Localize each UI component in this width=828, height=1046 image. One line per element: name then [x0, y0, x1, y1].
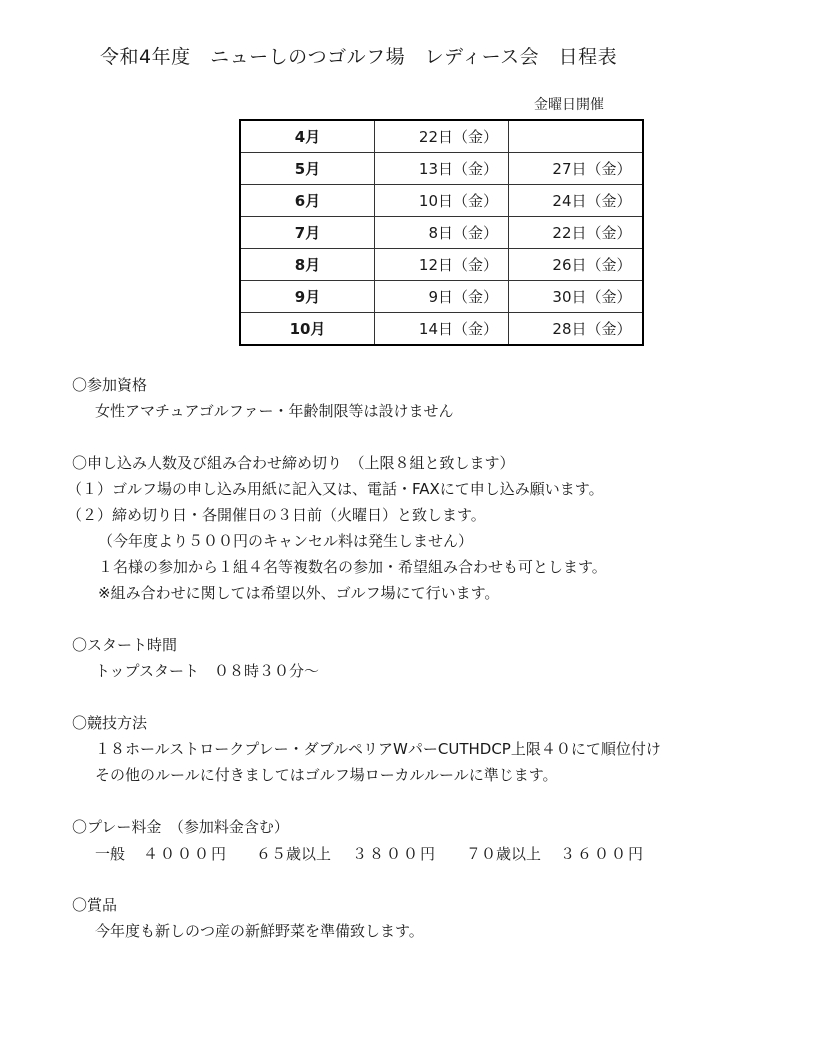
prizes-text: 今年度も新しのつ産の新鮮野菜を準備致します。: [95, 922, 424, 940]
prizes-heading: 〇賞品: [72, 896, 118, 914]
schedule-table: [239, 119, 644, 346]
fee-general-price: ４０００円: [143, 845, 229, 863]
fee-70-price: ３６００円: [560, 845, 646, 863]
date-cell: 14日（金）: [375, 313, 509, 346]
date-cell: 12日（金）: [375, 249, 509, 281]
date-cell: 13日（金）: [375, 153, 509, 185]
fees-heading: 〇プレー料金 （参加料金含む）: [72, 818, 289, 836]
schedule-caption: 金曜日開催: [534, 97, 604, 113]
competition-rules: その他のルールに付きましてはゴルフ場ローカルルールに準じます。: [95, 766, 558, 784]
table-row: [240, 120, 643, 153]
table-row: [240, 281, 643, 313]
month-cell: 7月: [240, 217, 375, 249]
date-cell: [509, 120, 643, 153]
table-row: [240, 249, 643, 281]
table-row: [240, 217, 643, 249]
date-cell: 30日（金）: [509, 281, 643, 313]
group-note: １名様の参加から１組４名等複数名の参加・希望組み合わせも可とします。: [98, 558, 607, 576]
month-cell: 8月: [240, 249, 375, 281]
date-cell: 28日（金）: [509, 313, 643, 346]
fee-65-price: ３８００円: [352, 845, 438, 863]
application-item-2: （２）締め切り日・各開催日の３日前（火曜日）と致します。: [67, 506, 486, 524]
table-row: [240, 185, 643, 217]
cancel-fee-note: （今年度より５００円のキャンセル料は発生しません）: [98, 532, 474, 550]
month-cell: 9月: [240, 281, 375, 313]
eligibility-text: 女性アマチュアゴルファー・年齢制限等は設けません: [95, 402, 454, 420]
application-heading: 〇申し込み人数及び組み合わせ締め切り （上限８組と致します）: [72, 454, 515, 472]
table-row: [240, 153, 643, 185]
application-item-1: （１）ゴルフ場の申し込み用紙に記入又は、電話・FAXにて申し込み願います。: [67, 480, 604, 498]
fee-general-label: 一般: [95, 845, 126, 863]
month-cell: 5月: [240, 153, 375, 185]
eligibility-heading: 〇参加資格: [72, 376, 148, 394]
date-cell: 10日（金）: [375, 185, 509, 217]
fee-70-label: ７０歳以上: [466, 845, 542, 863]
fee-65-label: ６５歳以上: [256, 845, 332, 863]
start-time-text: トップスタート ０８時３０分～: [95, 662, 319, 680]
date-cell: 22日（金）: [509, 217, 643, 249]
month-cell: 4月: [240, 120, 375, 153]
pairing-note: ※組み合わせに関しては希望以外、ゴルフ場にて行います。: [98, 584, 500, 602]
date-cell: 22日（金）: [375, 120, 509, 153]
page-title: 令和4年度 ニューしのつゴルフ場 レディース会 日程表: [100, 46, 618, 68]
competition-format: １８ホールストロークプレー・ダブルペリアWパーCUTHDCP上限４０にて順位付け: [95, 740, 661, 758]
start-time-heading: 〇スタート時間: [72, 636, 178, 654]
date-cell: 8日（金）: [375, 217, 509, 249]
date-cell: 27日（金）: [509, 153, 643, 185]
table-row: [240, 313, 643, 346]
date-cell: 9日（金）: [375, 281, 509, 313]
month-cell: 6月: [240, 185, 375, 217]
month-cell: 10月: [240, 313, 375, 346]
date-cell: 24日（金）: [509, 185, 643, 217]
competition-heading: 〇競技方法: [72, 714, 148, 732]
date-cell: 26日（金）: [509, 249, 643, 281]
